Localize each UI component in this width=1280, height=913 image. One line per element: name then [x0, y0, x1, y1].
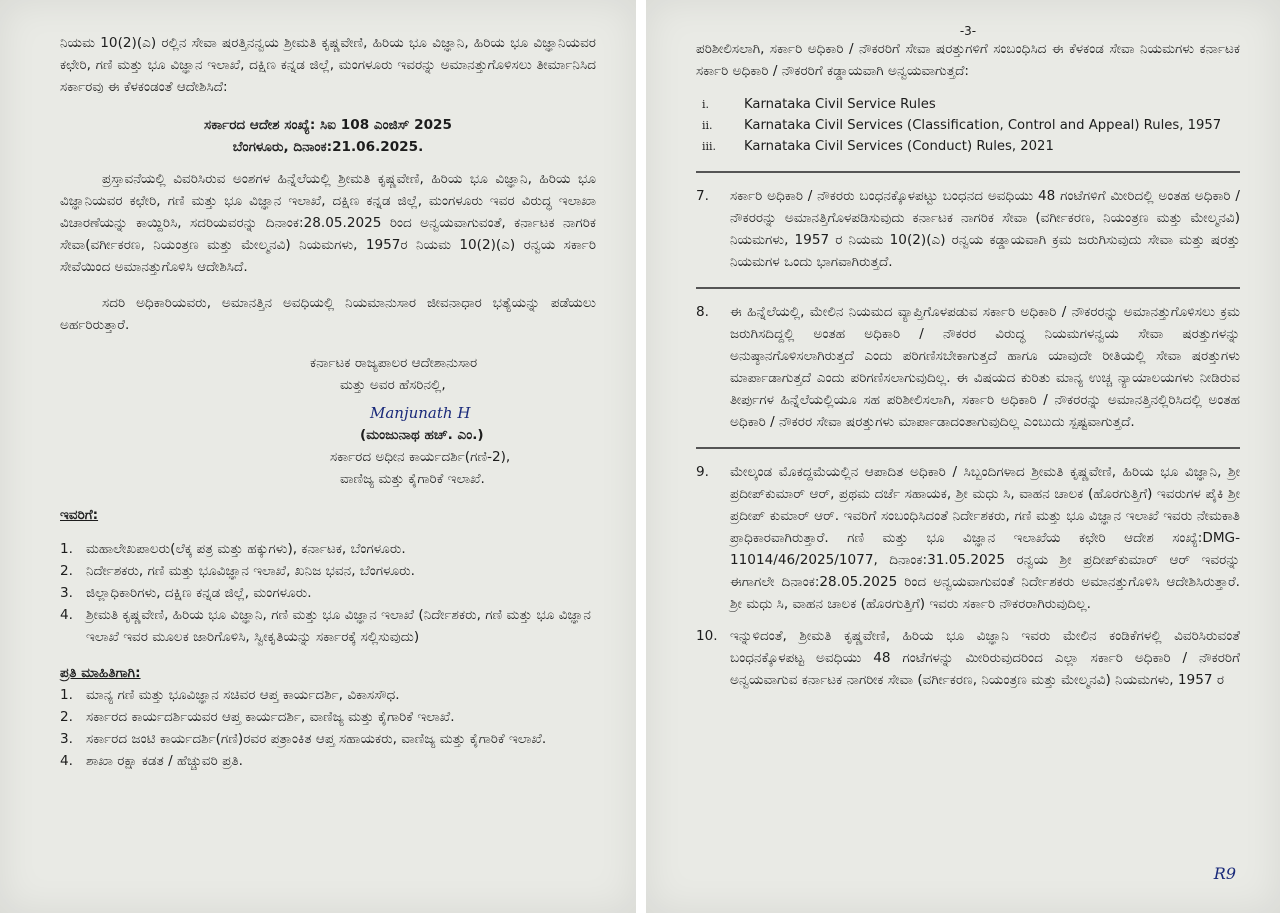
rule-item-number: iii.: [702, 140, 717, 153]
initials-mark: R9: [1213, 864, 1236, 883]
recipient-item-number: 1.: [60, 541, 73, 557]
copy-item-number: 3.: [60, 731, 73, 747]
rule-item-number: ii.: [702, 119, 713, 132]
recipient-item-text: ಶ್ರೀಮತಿ ಕೃಷ್ಣವೇಣಿ, ಹಿರಿಯ ಭೂ ವಿಜ್ಞಾನಿ, ಗಣಿ ಮತ್ತು ಭೂ ವಿಜ್ಞಾನ ಇಲಾಖೆ (ನಿರ್ದೇಶಕರು, ಗಣಿ ಮತ್ತು ಭೂ ವಿಜ್ಞಾನ ಇಲಾಖೆ ಇವರ ಮೂಲಕ ಜಾರಿಗೊಳಿಸಿ, ಸ್ವೀಕೃತಿಯನ್ನು ಸರ್ಕಾರಕ್ಕೆ ಸಲ್ಲಿಸುವುದು): [86, 607, 591, 645]
right-document-page: [646, 0, 1280, 913]
order-paragraph-2: ಸದರಿ ಅಧಿಕಾರಿಯವರು, ಅಮಾನತ್ತಿನ ಅವಧಿಯಲ್ಲಿ ನಿಯಮಾನುಸಾರ ಜೀವನಾಧಾರ ಭತ್ಯೆಯನ್ನು ಪಡೆಯಲು ಅರ್ಹರಿರುತ್ತಾರೆ.: [60, 295, 596, 333]
divider: [696, 447, 1240, 449]
order-number: ಸರ್ಕಾರದ ಆದೇಶ ಸಂಖ್ಯೆ: ಸಿಐ 108 ಎಂಜಿಸ್ 2025: [204, 117, 452, 133]
paragraph-9-number: 9.: [696, 464, 709, 480]
governor-line-1: ಕರ್ನಾಟಕ ರಾಜ್ಯಪಾಲರ ಆದೇಶಾನುಸಾರ: [310, 355, 478, 371]
recipient-item-text: ಜಿಲ್ಲಾಧಿಕಾರಿಗಳು, ದಕ್ಷಿಣ ಕನ್ನಡ ಜಿಲ್ಲೆ, ಮಂಗಳೂರು.: [86, 585, 312, 601]
rules-list: [696, 94, 1240, 157]
copy-item-text: ಮಾನ್ಯ ಗಣಿ ಮತ್ತು ಭೂವಿಜ್ಞಾನ ಸಚಿವರ ಆಪ್ತ ಕಾರ್ಯದರ್ಶಿ, ವಿಕಾಸಸೌಧ.: [86, 687, 400, 703]
copy-item-number: 4.: [60, 753, 73, 769]
governor-line-2: ಮತ್ತು ಅವರ ಹೆಸರಿನಲ್ಲಿ,: [340, 377, 446, 393]
recipient-item: [60, 538, 596, 560]
signatory-department: ವಾಣಿಜ್ಯ ಮತ್ತು ಕೈಗಾರಿಕೆ ಇಲಾಖೆ.: [340, 471, 485, 487]
signatory-name: (ಮಂಜುನಾಥ ಹಚ್. ಎಂ.): [360, 427, 484, 443]
order-place-date: ಬೆಂಗಳೂರು, ದಿನಾಂಕ:21.06.2025.: [232, 139, 424, 155]
copy-list: [60, 684, 596, 772]
paragraph-7-text: ಸರ್ಕಾರಿ ಅಧಿಕಾರಿ / ನೌಕರರು ಬಂಧನಕ್ಕೊಳಪಟ್ಟು ಬಂಧನದ ಅವಧಿಯು 48 ಗಂಟೆಗಳಿಗೆ ಮೀರಿದಲ್ಲಿ ಅಂತಹ ಅಧಿಕಾರಿ / ನೌಕರರನ್ನು ಅಮಾನತ್ತಿಗೊಳಪಡಿಸುವುದು ಕರ್ನಾಟಕ ನಾಗರಿಕ ಸೇವಾ (ವರ್ಗೀಕರಣ, ನಿಯಂತ್ರಣ ಮತ್ತು ಮೇಲ್ಮನವಿ) ನಿಯಮಗಳು, 1957 ರ ನಿಯಮ 10(2)(ಎ) ರನ್ವಯ ಕಡ್ಡಾಯವಾಗಿ ಕ್ರಮ ಜರುಗಿಸುವುದು ಸೇವಾ ಮತ್ತು ಷರತ್ತು ನಿಯಮಗಳ ಒಂದು ಭಾಗವಾಗಿರುತ್ತದೆ.: [730, 188, 1240, 270]
copy-item: [60, 684, 596, 706]
recipient-item: [60, 604, 596, 648]
recipient-item-number: 4.: [60, 607, 73, 623]
rule-item: [696, 94, 1240, 115]
recipients-list: [60, 538, 596, 648]
copy-item-text: ಸರ್ಕಾರದ ಜಂಟಿ ಕಾರ್ಯದರ್ಶಿ(ಗಣಿ)ರವರ ಪತ್ರಾಂಕಿತ ಆಪ್ತ ಸಹಾಯಕರು, ವಾಣಿಜ್ಯ ಮತ್ತು ಕೈಗಾರಿಕೆ ಇಲಾಖೆ.: [86, 731, 547, 747]
page-number: -3-: [959, 24, 977, 38]
recipient-item-text: ನಿರ್ದೇಶಕರು, ಗಣಿ ಮತ್ತು ಭೂವಿಜ್ಞಾನ ಇಲಾಖೆ, ಖನಿಜ ಭವನ, ಬೆಂಗಳೂರು.: [86, 563, 415, 579]
divider: [696, 171, 1240, 173]
opening-paragraph: ನಿಯಮ 10(2)(ಎ) ರಲ್ಲಿನ ಸೇವಾ ಷರತ್ತಿನನ್ವಯ ಶ್ರೀಮತಿ ಕೃಷ್ಣವೇಣಿ, ಹಿರಿಯ ಭೂ ವಿಜ್ಞಾನಿ, ಹಿರಿಯ ಭೂ ವಿಜ್ಞಾನಿಯವರ ಕಛೇರಿ, ಗಣಿ ಮತ್ತು ಭೂ ವಿಜ್ಞಾನ ಇಲಾಖೆ, ದಕ್ಷಿಣ ಕನ್ನಡ ಜಿಲ್ಲೆ, ಮಂಗಳೂರು ಇವರನ್ನು ಅಮಾನತ್ತುಗೊಳಿಸಲು ತೀರ್ಮಾನಿಸಿದ ಸರ್ಕಾರವು ಈ ಕೆಳಕಂಡಂತೆ ಆದೇಶಿಸಿದೆ:: [60, 35, 596, 95]
copy-item-number: 1.: [60, 687, 73, 703]
paragraph-10-text: ಇನ್ನುಳಿದಂತೆ, ಶ್ರೀಮತಿ ಕೃಷ್ಣವೇಣಿ, ಹಿರಿಯ ಭೂ ವಿಜ್ಞಾನಿ ಇವರು ಮೇಲಿನ ಕಂಡಿಕೆಗಳಲ್ಲಿ ವಿವರಿಸಿರುವಂತೆ ಬಂಧನಕ್ಕೊಳಪಟ್ಟ ಅವಧಿಯು 48 ಗಂಟೆಗಳನ್ನು ಮೀರಿರುವುದರಿಂದ ಎಲ್ಲಾ ಸರ್ಕಾರಿ ಅಧಿಕಾರಿ / ನೌಕರರಿಗೆ ಅನ್ವಯವಾಗುವ ಕರ್ನಾಟಕ ನಾಗರೀಕ ಸೇವಾ (ವರ್ಗೀಕರಣ, ನಿಯಂತ್ರಣ ಮತ್ತು ಮೇಲ್ಮನವಿ) ನಿಯಮಗಳು, 1957 ರ: [730, 628, 1240, 688]
paragraph-9: [696, 461, 1240, 615]
copy-item-text: ಸರ್ಕಾರದ ಕಾರ್ಯದರ್ಶಿಯವರ ಆಪ್ತ ಕಾರ್ಯದರ್ಶಿ, ವಾಣಿಜ್ಯ ಮತ್ತು ಕೈಗಾರಿಕೆ ಇಲಾಖೆ.: [86, 709, 455, 725]
recipients-heading: ಇವರಿಗೆ:: [60, 507, 99, 523]
copy-heading: ಪ್ರತಿ ಮಾಹಿತಿಗಾಗಿ:: [60, 665, 141, 681]
recipient-item-number: 2.: [60, 563, 73, 579]
paragraph-7: [696, 185, 1240, 273]
order-paragraph-1: ಪ್ರಸ್ತಾವನೆಯಲ್ಲಿ ವಿವರಿಸಿರುವ ಅಂಶಗಳ ಹಿನ್ನೆಲೆಯಲ್ಲಿ ಶ್ರೀಮತಿ ಕೃಷ್ಣವೇಣಿ, ಹಿರಿಯ ಭೂ ವಿಜ್ಞಾನಿ, ಹಿರಿಯ ಭೂ ವಿಜ್ಞಾನಿಯವರ ಕಛೇರಿ, ಗಣಿ ಮತ್ತು ಭೂ ವಿಜ್ಞಾನ ಇಲಾಖೆ, ದಕ್ಷಿಣ ಕನ್ನಡ ಜಿಲ್ಲೆ, ಮಂಗಳೂರು ಇವರ ವಿರುದ್ಧ ಇಲಾಖಾ ವಿಚಾರಣೆಯನ್ನು ಕಾಯ್ದಿರಿಸಿ, ಸದರಿಯವರನ್ನು ದಿನಾಂಕ:28.05.2025 ರಿಂದ ಅನ್ವಯವಾಗುವಂತೆ, ಕರ್ನಾಟಕ ನಾಗರಿಕ ಸೇವಾ(ವರ್ಗೀಕರಣ, ನಿಯಂತ್ರಣ ಮತ್ತು ಮೇಲ್ಮನವಿ) ನಿಯಮಗಳು, 1957ರ ನಿಯಮ 10(2)(ಎ) ರನ್ವಯ ಸರ್ಕಾರಿ ಸೇವೆಯಿಂದ ಅಮಾನತ್ತುಗೊಳಿಸಿ ಆದೇಶಿಸಿದೆ.: [60, 171, 596, 275]
signatory-title: ಸರ್ಕಾರದ ಅಧೀನ ಕಾರ್ಯದರ್ಶಿ(ಗಣಿ-2),: [330, 449, 511, 465]
recipient-item: [60, 560, 596, 582]
intro-paragraph: ಪರಿಶೀಲಿಸಲಾಗಿ, ಸರ್ಕಾರಿ ಅಧಿಕಾರಿ / ನೌಕರರಿಗೆ ಸೇವಾ ಷರತ್ತುಗಳಿಗೆ ಸಂಬಂಧಿಸಿದ ಈ ಕೆಳಕಂಡ ಸೇವಾ ನಿಯಮಗಳು ಕರ್ನಾಟಕ ಸರ್ಕಾರಿ ಅಧಿಕಾರಿ / ನೌಕರರಿಗೆ ಕಡ್ಡಾಯವಾಗಿ ಅನ್ವಯವಾಗುತ್ತದೆ:: [696, 41, 1240, 79]
copy-item: [60, 728, 596, 750]
signature-block: [60, 352, 596, 490]
paragraph-8-number: 8.: [696, 304, 709, 320]
copy-item-number: 2.: [60, 709, 73, 725]
handwritten-signature: Manjunath H: [370, 404, 471, 422]
paragraph-7-number: 7.: [696, 188, 709, 204]
paragraph-10: [696, 625, 1240, 691]
left-document-page: [0, 0, 636, 913]
paragraph-9-text: ಮೇಲ್ಕಂಡ ಮೊಕದ್ದಮೆಯಲ್ಲಿನ ಆಪಾದಿತ ಅಧಿಕಾರಿ / ಸಿಬ್ಬಂದಿಗಳಾದ ಶ್ರೀಮತಿ ಕೃಷ್ಣವೇಣಿ, ಹಿರಿಯ ಭೂ ವಿಜ್ಞಾನಿ, ಶ್ರೀ ಪ್ರದೀಪ್‌ಕುಮಾರ್ ಆರ್, ಪ್ರಥಮ ದರ್ಜೆ ಸಹಾಯಕ, ಶ್ರೀ ಮಧು ಸಿ, ವಾಹನ ಚಾಲಕ (ಹೊರಗುತ್ತಿಗೆ) ಇವರುಗಳ ಪೈಕಿ ಶ್ರೀ ಪ್ರದೀಪ್ ಕುಮಾರ್ ಆರ್. ಇವರಿಗೆ ಸಂಬಂಧಿಸಿದಂತೆ ನಿರ್ದೇಶಕರು, ಗಣಿ ಮತ್ತು ಭೂ ವಿಜ್ಞಾನ ಇಲಾಖೆ ಇವರು ನೇಮಕಾತಿ ಪ್ರಾಧಿಕಾರವಾಗಿರುತ್ತಾರೆ. ಗಣಿ ಮತ್ತು ಭೂ ವಿಜ್ಞಾನ ಇಲಾಖೆಯ ಕಛೇರಿ ಆದೇಶ ಸಂಖ್ಯೆ:DMG-11014/46/2025/1077, ದಿನಾಂಕ:31.05.2025 ರನ್ವಯ ಶ್ರೀ ಪ್ರದೀಪ್‌ಕುಮಾರ್ ಆರ್ ಇವರನ್ನು ಈಗಾಗಲೇ ದಿನಾಂಕ:28.05.2025 ರಿಂದ ಅನ್ವಯವಾಗುವಂತೆ ನಿರ್ದೇಶಕರು ಅಮಾನತ್ತುಗೊಳಿಸಿ ಆದೇಶಿಸಿರುತ್ತಾರೆ. ಶ್ರೀ ಮಧು ಸಿ, ವಾಹನ ಚಾಲಕ (ಹೊರಗುತ್ತಿಗೆ) ಇವರು ಸರ್ಕಾರಿ ನೌಕರರಾಗಿರುವುದಿಲ್ಲ.: [730, 464, 1240, 612]
recipient-item-text: ಮಹಾಲೇಖಪಾಲರು(ಲೆಕ್ಕ ಪತ್ರ ಮತ್ತು ಹಕ್ಕುಗಳು), ಕರ್ನಾಟಕ, ಬೆಂಗಳೂರು.: [86, 541, 406, 557]
rule-item: [696, 115, 1240, 136]
paragraph-8: [696, 301, 1240, 433]
rule-item-text: Karnataka Civil Services (Classification, Control and Appeal) Rules, 1957: [744, 118, 1222, 133]
copy-item: [60, 706, 596, 728]
copy-item: [60, 750, 596, 772]
paragraph-10-number: 10.: [696, 628, 718, 644]
rule-item-text: Karnataka Civil Service Rules: [744, 97, 936, 112]
rule-item: [696, 136, 1240, 157]
copy-item-text: ಶಾಖಾ ರಕ್ಷಾ ಕಡತ / ಹೆಚ್ಚುವರಿ ಪ್ರತಿ.: [86, 753, 243, 769]
recipient-item: [60, 582, 596, 604]
rule-item-number: i.: [702, 98, 710, 111]
divider: [696, 287, 1240, 289]
recipient-item-number: 3.: [60, 585, 73, 601]
paragraph-8-text: ಈ ಹಿನ್ನೆಲೆಯಲ್ಲಿ, ಮೇಲಿನ ನಿಯಮದ ವ್ಯಾಪ್ತಿಗೊಳಪಡುವ ಸರ್ಕಾರಿ ಅಧಿಕಾರಿ / ನೌಕರರನ್ನು ಅಮಾನತ್ತುಗೊಳಿಸಲು ಕ್ರಮ ಜರುಗಿಸದಿದ್ದಲ್ಲಿ ಅಂತಹ ಅಧಿಕಾರಿ / ನೌಕರರ ವಿರುದ್ಧ ನಿಯಮಗಳನ್ವಯ ಸೇವಾ ಷರತ್ತುಗಳನ್ನು ಅನುಷ್ಠಾನಗೊಳಿಸಲಾಗಿರುತ್ತದೆ ಎಂದು ಪರಿಗಣಿಸಬೇಕಾಗುತ್ತದೆ ಹಾಗೂ ಯಾವುದೇ ರೀತಿಯಲ್ಲಿ ಸೇವಾ ಷರತ್ತುಗಳು ಮಾರ್ಪಾಡಾಗುತ್ತದೆ ಎಂದು ಪರಿಗಣಿಸಲಾಗುವುದಿಲ್ಲ. ಈ ವಿಷಯದ ಕುರಿತು ಮಾನ್ಯ ಉಚ್ಚ ನ್ಯಾಯಾಲಯಗಳು ನೀಡಿರುವ ತೀರ್ಪುಗಳ ಹಿನ್ನೆಲೆಯಲ್ಲಿಯೂ ಸಹ ಪರಿಶೀಲಿಸಲಾಗಿ, ಸರ್ಕಾರಿ ಅಧಿಕಾರಿ / ನೌಕರರನ್ನು ಅಮಾನತ್ತಿನಲ್ಲಿರಿಸಿದಲ್ಲಿ ಅಂತಹ ಅಧಿಕಾರಿ / ನೌಕರರ ಸೇವಾ ಷರತ್ತುಗಳು ಮಾರ್ಪಾಡಾದಂತಾಗುವುದಿಲ್ಲ ಎಂಬುದು ಸ್ಪಷ್ಟವಾಗುತ್ತದೆ.: [730, 304, 1240, 430]
rule-item-text: Karnataka Civil Services (Conduct) Rules, 2021: [744, 139, 1054, 154]
